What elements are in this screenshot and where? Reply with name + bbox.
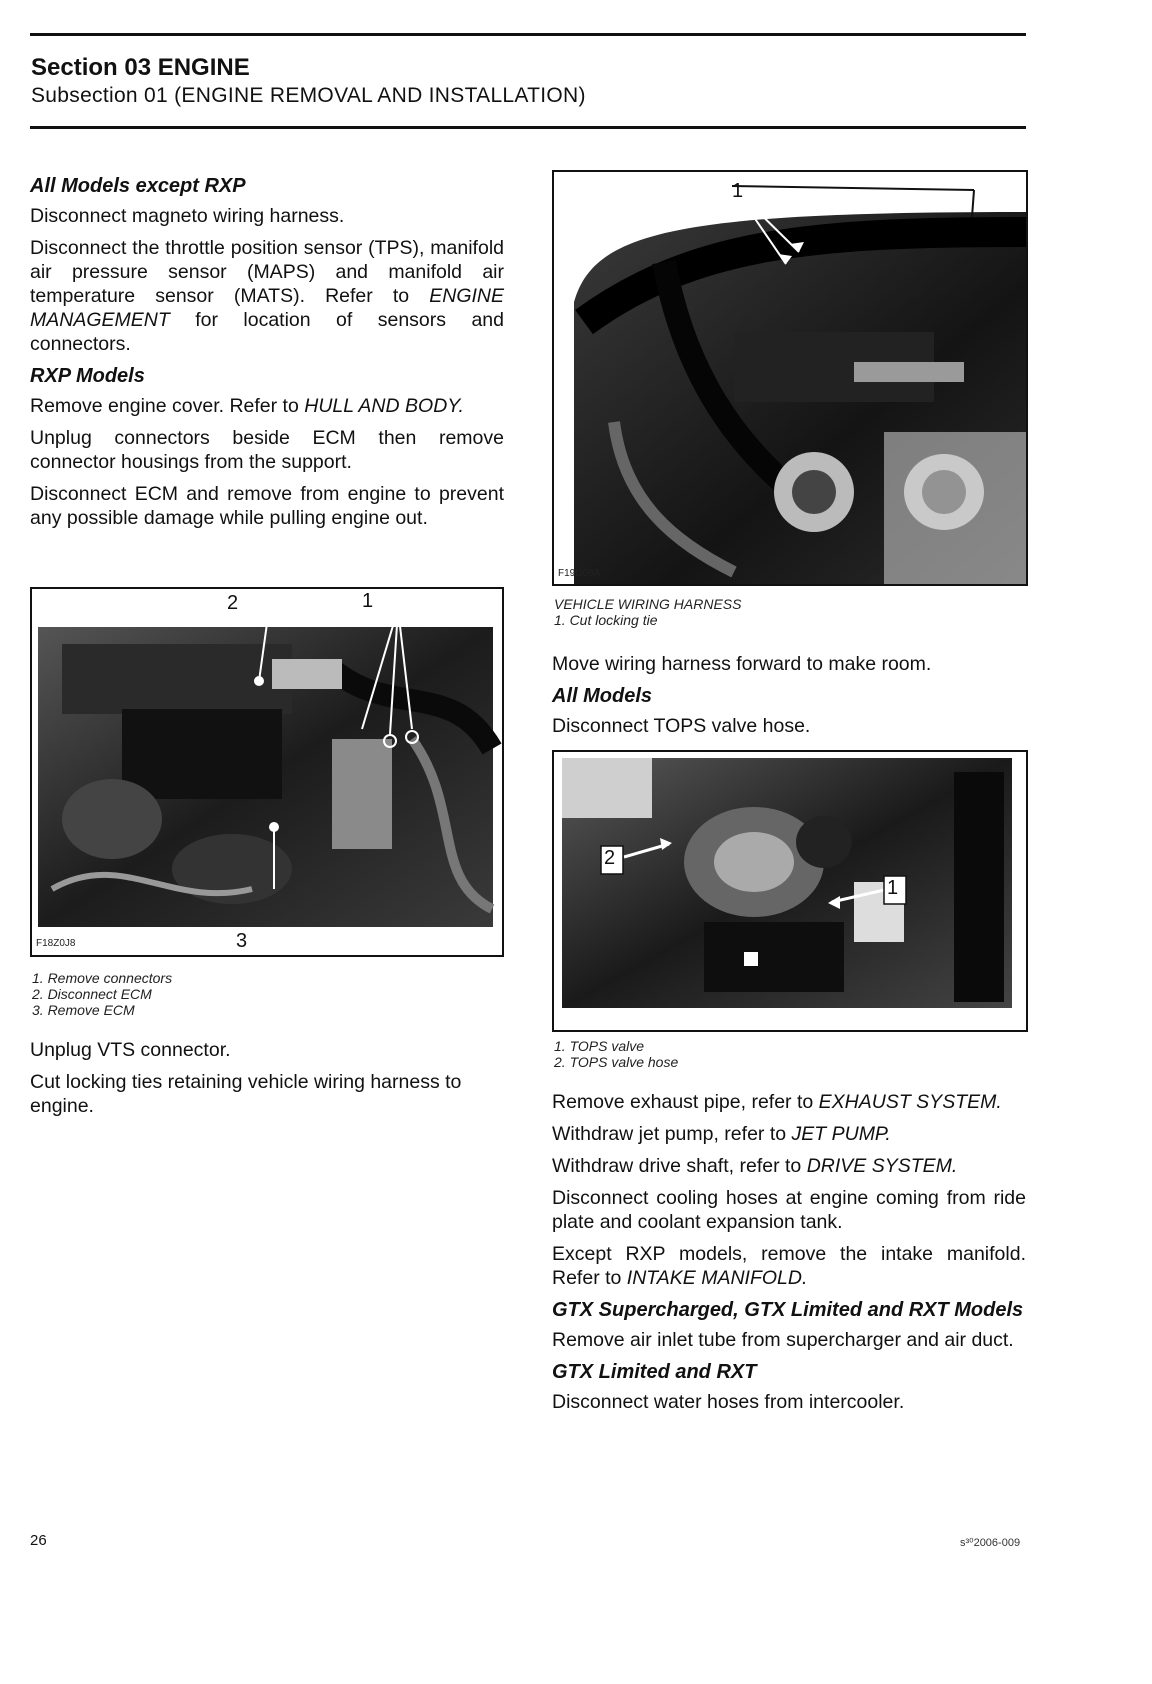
paragraph: Except RXP models, remove the intake manifold. Refer to INTAKE MANIFOLD. bbox=[552, 1243, 1026, 1289]
figure-ecm-photo bbox=[30, 587, 504, 957]
subsection-title: Subsection 01 (ENGINE REMOVAL AND INSTALLATION) bbox=[31, 84, 586, 107]
cross-reference: INTAKE MANIFOLD. bbox=[626, 1267, 808, 1289]
paragraph: Unplug VTS connector. bbox=[30, 1039, 231, 1061]
paragraph: Disconnect TOPS valve hose. bbox=[552, 715, 811, 737]
figure-wiring-harness-photo bbox=[552, 170, 1028, 586]
paragraph: Remove exhaust pipe, refer to EXHAUST SYSTEM. bbox=[552, 1091, 1002, 1113]
paragraph: Disconnect water hoses from intercooler. bbox=[552, 1391, 905, 1413]
callout-1: 1 bbox=[887, 877, 899, 899]
header-rule bbox=[30, 126, 1026, 129]
cross-reference: DRIVE SYSTEM. bbox=[806, 1155, 958, 1177]
cross-reference: HULL AND BODY. bbox=[304, 395, 464, 417]
cross-reference: EXHAUST SYSTEM. bbox=[818, 1091, 1002, 1113]
document-code: s³⁰2006-009 bbox=[960, 1537, 1021, 1549]
cross-reference: ENGINE MANAGEMENT bbox=[30, 285, 504, 331]
section-title: Section 03 ENGINE bbox=[31, 54, 250, 81]
cross-reference: JET PUMP. bbox=[791, 1123, 891, 1145]
callout-1: 1 bbox=[732, 180, 744, 202]
left-column-bottom bbox=[30, 1038, 504, 1126]
figure-tops-valve-photo bbox=[552, 750, 1028, 1032]
caption-item: 1. TOPS valve bbox=[554, 1038, 645, 1054]
caption-item: 1. Cut locking tie bbox=[554, 612, 658, 628]
callout-2: 2 bbox=[604, 847, 616, 869]
figure-caption bbox=[554, 596, 741, 628]
paragraph: Unplug connectors beside ECM then remove connector housings from the support. bbox=[30, 427, 504, 473]
paragraph: Withdraw jet pump, refer to JET PUMP. bbox=[552, 1123, 891, 1145]
paragraph: Disconnect the throttle position sensor (TPS), manifold air pressure sensor (MAPS) and manifold air temperature sensor (MATS). Refer to ENGINE MANAGEMENT for location of sensors and connectors. bbox=[30, 237, 504, 355]
page-number: 26 bbox=[30, 1532, 47, 1549]
top-rule bbox=[30, 33, 1026, 36]
paragraph: Cut locking ties retaining vehicle wiring harness to engine. bbox=[30, 1071, 462, 1117]
right-column-bottom bbox=[552, 1090, 1026, 1422]
paragraph: Disconnect magneto wiring harness. bbox=[30, 205, 345, 227]
heading-rxp-models: RXP Models bbox=[30, 365, 145, 387]
figure-caption bbox=[554, 1038, 678, 1070]
paragraph: Disconnect cooling hoses at engine coming from ride plate and coolant expansion tank. bbox=[552, 1187, 1026, 1233]
paragraph: Remove engine cover. Refer to HULL AND BODY. bbox=[30, 395, 464, 417]
callout-1: 1 bbox=[362, 590, 374, 612]
callout-2: 2 bbox=[227, 592, 239, 614]
heading-gtx-limited-rxt: GTX Limited and RXT bbox=[552, 1361, 757, 1383]
heading-all-models: All Models bbox=[552, 685, 653, 707]
figure-title: VEHICLE WIRING HARNESS bbox=[554, 596, 742, 612]
left-column-top bbox=[30, 170, 504, 538]
heading-gtx-supercharged: GTX Supercharged, GTX Limited and RXT Models bbox=[552, 1299, 1024, 1321]
paragraph: Disconnect ECM and remove from engine to prevent any possible damage while pulling engine out. bbox=[30, 483, 504, 529]
caption-item: 3. Remove ECM bbox=[32, 1002, 135, 1018]
caption-item: 2. Disconnect ECM bbox=[32, 986, 152, 1002]
figure-code: F19D06A bbox=[558, 568, 601, 579]
paragraph: Withdraw drive shaft, refer to DRIVE SYSTEM. bbox=[552, 1155, 958, 1177]
right-column-mid bbox=[552, 652, 1026, 746]
paragraph: Move wiring harness forward to make room. bbox=[552, 653, 932, 675]
paragraph: Remove air inlet tube from supercharger and air duct. bbox=[552, 1329, 1014, 1351]
caption-item: 2. TOPS valve hose bbox=[554, 1054, 679, 1070]
figure-code: F18Z0J8 bbox=[36, 938, 76, 949]
figure-caption bbox=[32, 970, 172, 1018]
callout-3: 3 bbox=[236, 930, 248, 952]
caption-item: 1. Remove connectors bbox=[32, 970, 173, 986]
heading-all-models-except-rxp: All Models except RXP bbox=[30, 175, 246, 197]
